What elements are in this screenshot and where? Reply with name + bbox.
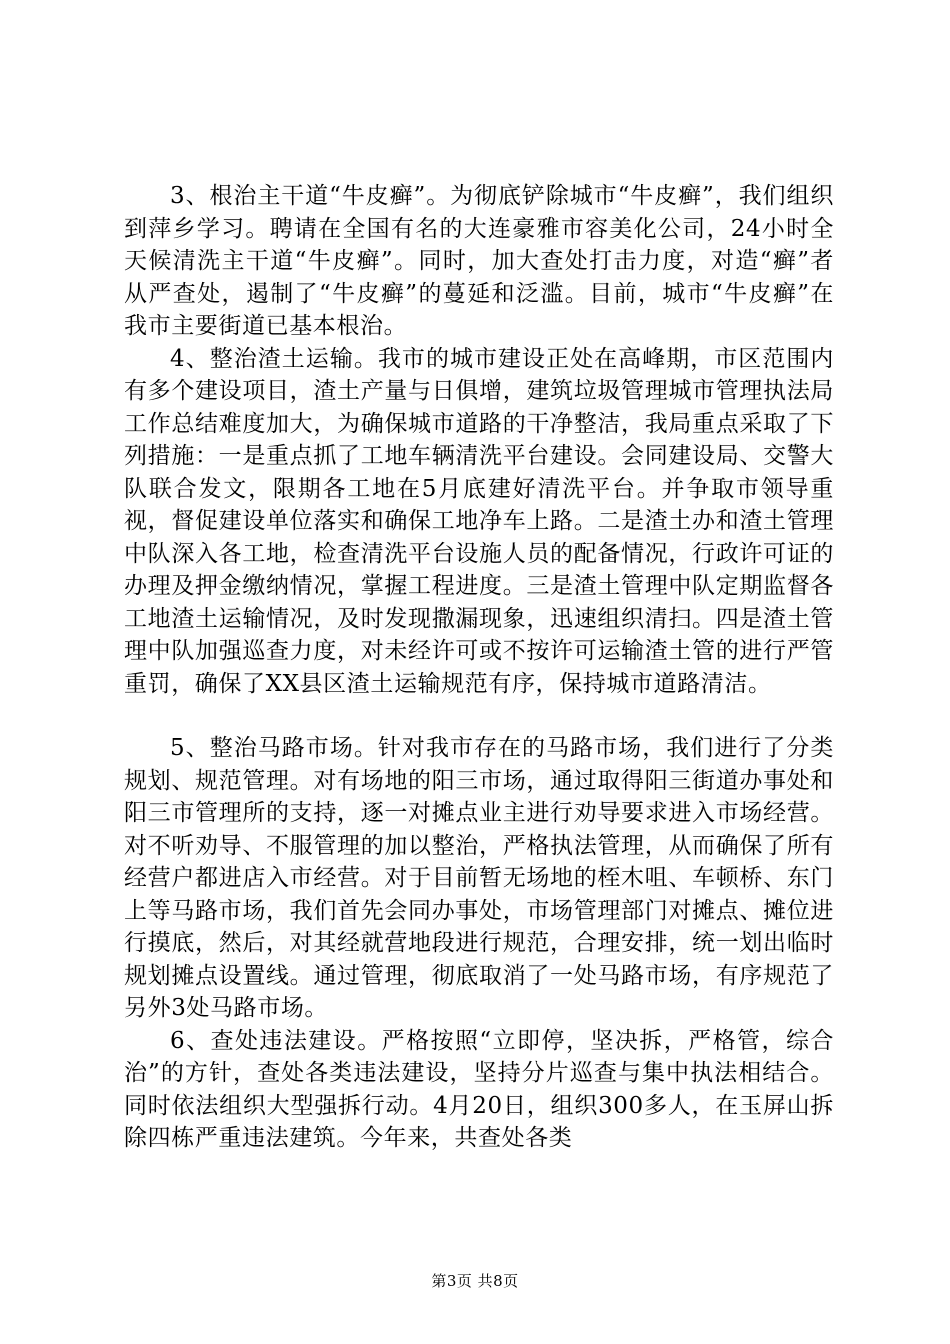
page-number-footer: 第3页 共8页 [431, 1272, 519, 1290]
paragraph-4: 4、整治渣土运输。我市的城市建设正处在高峰期，市区范围内有多个建设项目，渣土产量与日俱增，建筑垃圾管理城市管理执法局工作总结难度加大，为确保城市道路的干净整洁，我局重点采取了下列措施：一是重点抓了工地车辆清洗平台建设。会同建设局、交警大队联合发文，限期各工地在5月底建好清洗平台。并争取市领导重视，督促建设单位落实和确保工地净车上路。二是渣土办和渣土管理中队深入各工地，检查清洗平台设施人员的配备情况，行政许可证的办理及押金缴纳情况，掌握工程进度。三是渣土管理中队定期监督各工地渣土运输情况，及时发现撒漏现象，迅速组织清扫。四是渣土管理中队加强巡查力度，对未经许可或不按许可运输渣土管的进行严管重罚，确保了XX县区渣土运输规范有序，保持城市道路清洁。 [124, 345, 834, 697]
document-body [124, 180, 834, 1155]
paragraph-gap [124, 700, 834, 732]
paragraph-5: 5、整治马路市场。针对我市存在的马路市场，我们进行了分类规划、规范管理。对有场地的阳三市场，通过取得阳三街道办事处和阳三市管理所的支持，逐一对摊点业主进行劝导要求进入市场经营。对不听劝导、不服管理的加以整治，严格执法管理，从而确保了所有经营户都进店入市经营。对于目前暂无场地的桎木咀、车顿桥、东门上等马路市场，我们首先会同办事处，市场管理部门对摊点、摊位进行摸底，然后，对其经就营地段进行规范，合理安排，统一划出临时规划摊点设置线。通过管理，彻底取消了一处马路市场，有序规范了另外3处马路市场。 [124, 735, 834, 1021]
paragraph-3: 3、根治主干道“牛皮癣”。为彻底铲除城市“牛皮癣”，我们组织到萍乡学习。聘请在全国有名的大连豪雅市容美化公司，24小时全天候清洗主干道“牛皮癣”。同时，加大查处打击力度，对造“癣”者从严查处，遏制了“牛皮癣”的蔓延和泛滥。目前，城市“牛皮癣”在我市主要街道已基本根治。 [124, 183, 834, 339]
paragraph-6: 6、查处违法建设。严格按照“立即停，坚决拆，严格管，综合治”的方针，查处各类违法建设，坚持分片巡查与集中执法相结合。同时依法组织大型强拆行动。4月20日，组织300多人，在玉屏山拆除四栋严重违法建筑。今年来，共查处各类 [124, 1027, 834, 1151]
